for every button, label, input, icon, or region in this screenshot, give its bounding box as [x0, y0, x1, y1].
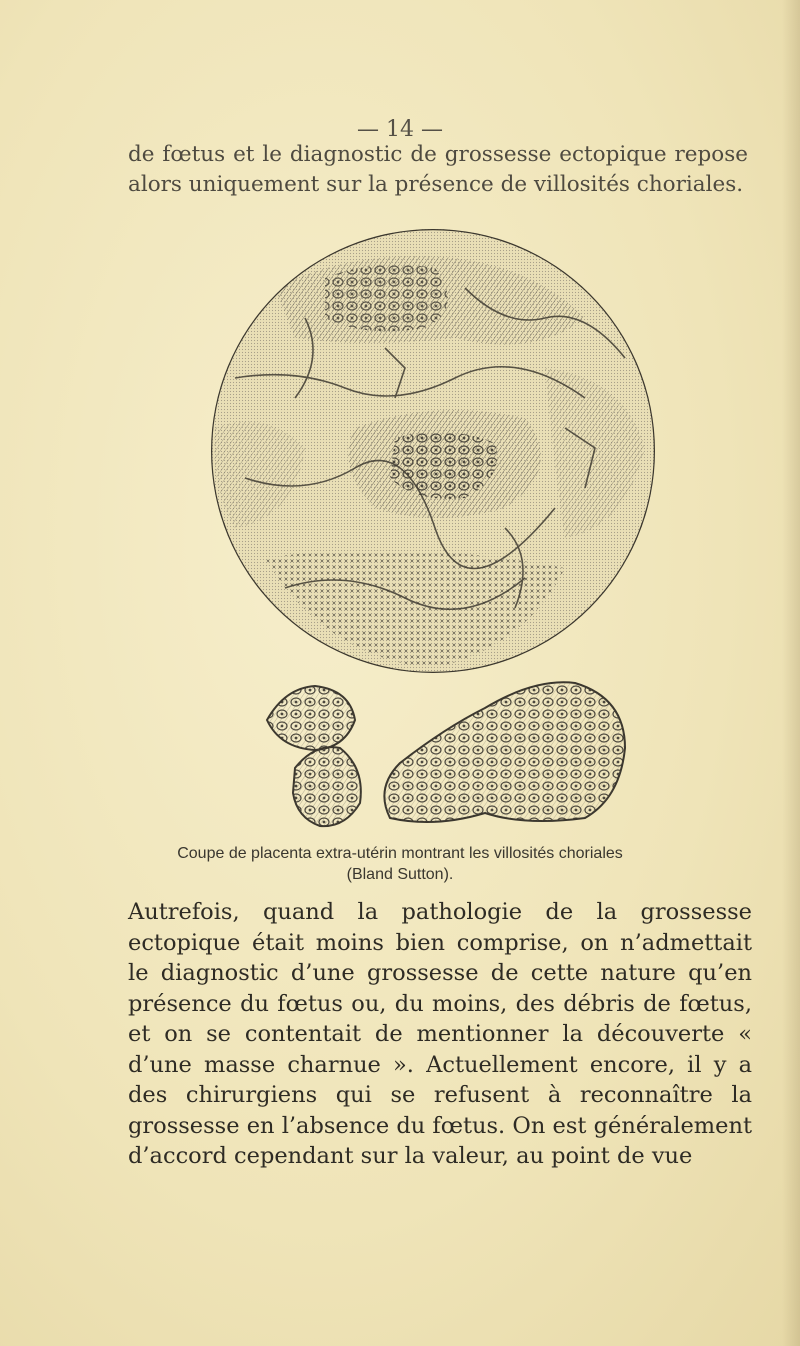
villus-fragment-large	[384, 682, 625, 822]
page-number: — 14 —	[357, 117, 443, 142]
intro-paragraph: de fœtus et le diagnostic de grossesse ectopique repose alors uniquement sur la présence de villosités choriales.	[128, 142, 748, 197]
caption-line-2: (Bland Sutton).	[346, 866, 454, 883]
histology-figure	[205, 228, 665, 838]
page-edge-shadow	[782, 0, 800, 1346]
villus-fragment-small-bottom	[293, 747, 361, 826]
main-section-circle	[205, 228, 665, 678]
figure-caption	[100, 843, 700, 885]
villus-fragment-small-top	[267, 686, 355, 750]
body-paragraph: Autrefois, quand la pathologie de la grossesse ectopique était moins bien comprise, on n’admettait le diagnostic d’une grossesse de cette nature qu’en présence du fœtus ou, du moins, des débris de fœtus, et on se contentait de mentionner la découverte « d’une masse charnue ». Actuellement encore, il y a des chirurgiens qui se refusent à reconnaître la grossesse en l’absence du fœtus. On est généralement d’accord cependant sur la valeur, au point de vue	[128, 899, 752, 1169]
caption-line-1: Coupe de placenta extra-utérin montrant les villosités choriales	[177, 845, 623, 862]
